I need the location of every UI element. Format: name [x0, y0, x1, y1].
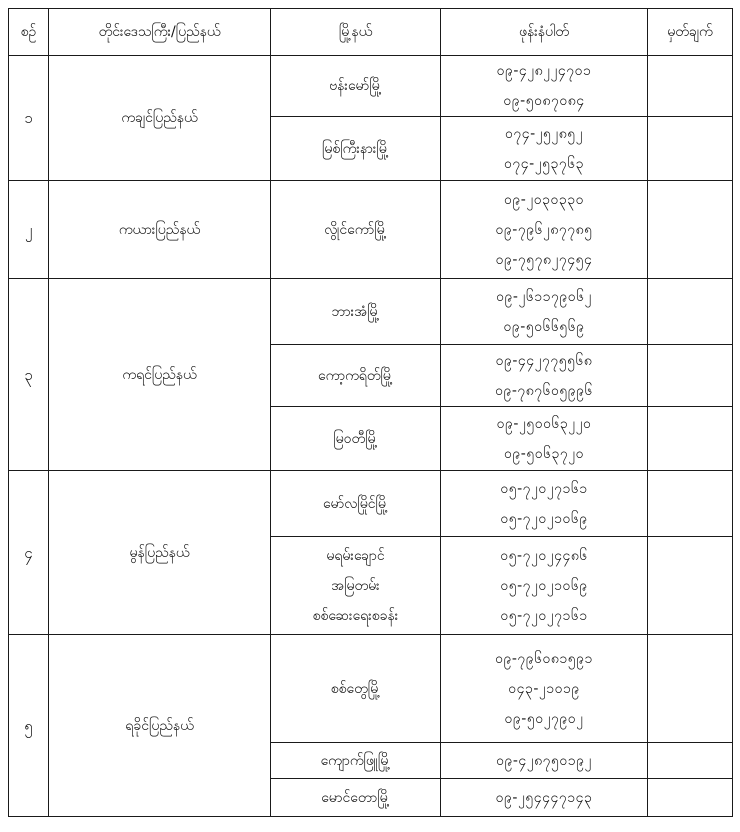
remark-cell [648, 407, 733, 471]
phone-number: ၀၄၃-၂၁၀၁၉ [508, 680, 580, 697]
phone-cell [441, 537, 648, 635]
phone-cell [441, 345, 648, 407]
table-row [9, 181, 733, 279]
phone-number: ၀၉-၄၂၈၇၅၀၁၉၂ [496, 752, 592, 769]
remark-cell [648, 56, 733, 117]
phone-number: ၀၉-၂၆၁၁၇၉၀၆၂ [496, 288, 592, 305]
region-cell: ရခိုင်ပြည်နယ် [49, 635, 271, 817]
region-cell: မွန်ပြည်နယ် [49, 471, 271, 635]
city-cell [271, 471, 441, 537]
city-name-line: မြဝတီမြို့ [333, 430, 378, 447]
phone-number: ၀၅-၇၂၀၂၇၁၆၁ [500, 607, 588, 624]
phone-number: ၀၅-၇၂၀၂၇၁၆၁ [500, 480, 588, 497]
contact-table [8, 8, 733, 817]
city-name-line: လွိုင်ကော်မြို့ [324, 221, 387, 238]
phone-number: ၀၉-၅၀၈၇၀၈၄ [503, 93, 585, 109]
city-name-line: ဗန်းမော်မြို့ [329, 78, 382, 94]
header-region: တိုင်းဒေသကြီး/ပြည်နယ် [49, 9, 271, 56]
remark-cell [648, 181, 733, 279]
region-cell: ကချင်ပြည်နယ် [49, 56, 271, 181]
phone-number: ၀၅-၇၂၀၂၁၀၆၉ [500, 577, 588, 594]
city-cell [271, 635, 441, 743]
region-cell: ကယားပြည်နယ် [49, 181, 271, 279]
city-cell [271, 117, 441, 181]
city-name-line: မြစ်ကြီးနားမြို့ [322, 140, 389, 157]
header-row [9, 9, 733, 56]
contact-table-container [8, 8, 733, 817]
remark-cell [648, 537, 733, 635]
city-cell [271, 56, 441, 117]
phone-number: ၀၉-၇၅၇၈၂၇၄၅၄ [495, 251, 593, 268]
phone-number: ၀၇၄-၂၅၃၇၆၃ [504, 155, 584, 172]
phone-cell [441, 471, 648, 537]
city-cell [271, 779, 441, 817]
header-remark: မှတ်ချက် [648, 9, 733, 56]
phone-cell [441, 779, 648, 817]
phone-cell [441, 117, 648, 181]
header-phone: ဖုန်းနံပါတ် [441, 9, 648, 56]
phone-number: ၀၅-၇၂၀၂၄၄၈၆ [500, 547, 588, 564]
city-cell [271, 279, 441, 345]
city-cell [271, 181, 441, 279]
phone-number: ၀၉-၇၈၇၆၀၅၉၉၆ [495, 382, 593, 399]
city-name-line: ကော့ကရိတ်မြို့ [318, 367, 393, 384]
table-row [9, 471, 733, 537]
remark-cell [648, 779, 733, 817]
city-cell [271, 743, 441, 779]
phone-number: ၀၇၄-၂၅၂၈၅၂ [504, 125, 584, 142]
phone-cell [441, 407, 648, 471]
phone-number: ၀၉-၂၅၄၄၄၇၁၄၃ [495, 789, 593, 806]
city-name-line: မောင်တောမြို့ [321, 789, 390, 806]
city-name-line: မရမ်းချောင် [326, 547, 385, 564]
remark-cell [648, 635, 733, 743]
table-row [9, 279, 733, 345]
phone-number: ၀၉-၇၉၆၂၈၇၇၈၅ [495, 221, 593, 238]
phone-number: ၀၉-၇၉၆၀၈၁၅၉၁ [495, 650, 593, 667]
phone-number: ၀၅-၇၂၀၂၁၀၆၉ [500, 510, 588, 527]
row-number-cell: ၃ [9, 279, 49, 471]
phone-number: ၀၉-၂၀၃၀၃၃၀ [504, 191, 584, 208]
city-name-line: ဘားအံမြို့ [331, 303, 380, 320]
remark-cell [648, 743, 733, 779]
header-no: စဉ် [9, 9, 49, 56]
remark-cell [648, 345, 733, 407]
city-name-line: ကျောက်ဖြူမြို့ [320, 752, 391, 769]
remark-cell [648, 117, 733, 181]
city-cell [271, 537, 441, 635]
table-row [9, 56, 733, 117]
row-number-cell: ၂ [9, 181, 49, 279]
city-name-line: စစ်တွေမြို့ [330, 680, 381, 697]
phone-number: ၀၉-၂၅၀၀၆၃၂၂၀ [496, 415, 592, 432]
city-name-line: မော်လမြိုင်မြို့ [322, 495, 389, 512]
city-name-line: စစ်ဆေးရေးစခန်း [312, 607, 399, 624]
table-row [9, 635, 733, 743]
row-number-cell: ၅ [9, 635, 49, 817]
city-cell [271, 345, 441, 407]
city-name-line: အမြတမ်း [331, 577, 380, 594]
phone-cell [441, 635, 648, 743]
phone-cell [441, 181, 648, 279]
remark-cell [648, 471, 733, 537]
table-body [9, 56, 733, 817]
phone-cell [441, 279, 648, 345]
region-cell: ကရင်ပြည်နယ် [49, 279, 271, 471]
row-number-cell: ၄ [9, 471, 49, 635]
phone-number: ၀၉-၅၀၆၆၅၆၉ [503, 318, 585, 335]
row-number-cell: ၁ [9, 56, 49, 181]
remark-cell [648, 279, 733, 345]
city-cell [271, 407, 441, 471]
phone-number: ၀၉-၅၀၂၇၉၀၂ [504, 710, 584, 727]
phone-cell [441, 743, 648, 779]
phone-cell [441, 56, 648, 117]
header-city: မြို့နယ် [271, 9, 441, 56]
phone-number: ၀၉-၄၂၈၂၂၄၇၀၁ [496, 63, 592, 79]
phone-number: ၀၉-၄၄၂၇၇၅၅၆၈ [495, 352, 593, 369]
phone-number: ၀၉-၅၀၆၃၇၂၀ [504, 445, 584, 462]
